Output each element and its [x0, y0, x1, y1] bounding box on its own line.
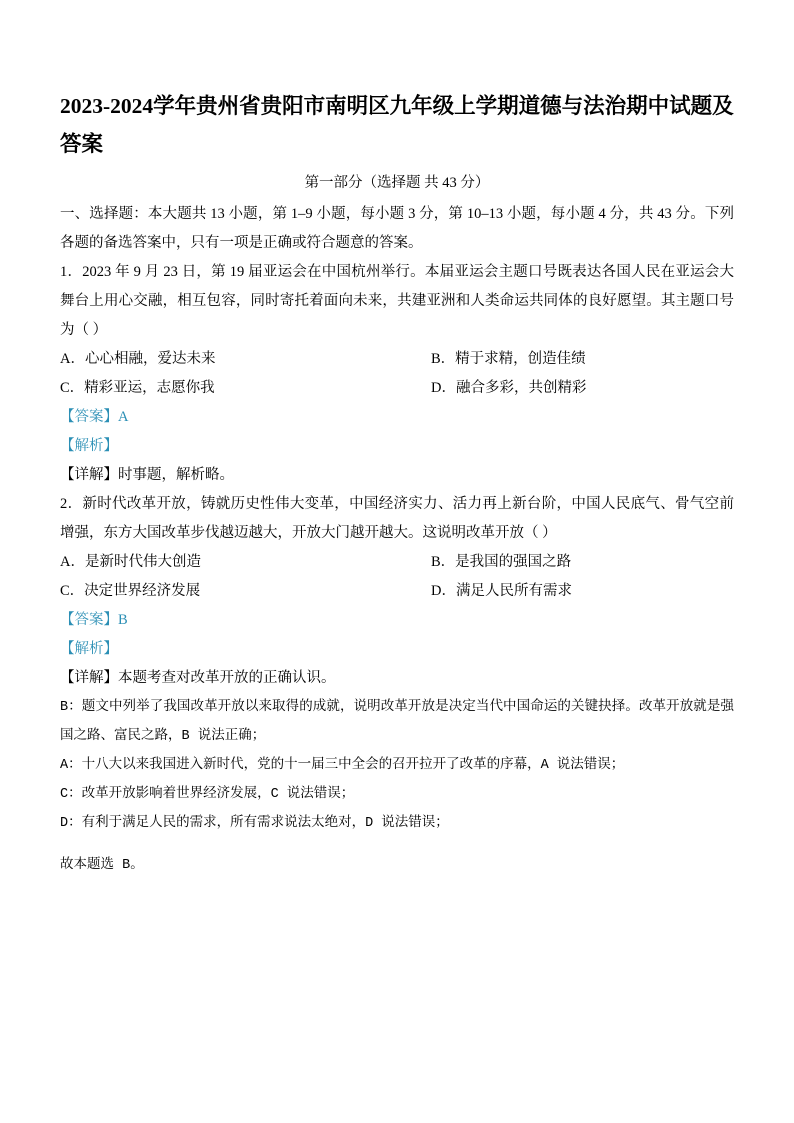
question-1-answer — [60, 403, 734, 432]
option-c[interactable]: C．精彩亚运，志愿你我 — [60, 380, 215, 397]
option-b[interactable]: B．是我国的强国之路 — [431, 554, 572, 571]
instructions: 一、选择题：本大题共 13 小题，第 1–9 小题，每小题 3 分，第 10–13 小题，每小题 4 分，共 43 分。下列各题的备选答案中，只有一项是正确或符合题意的答案。 — [60, 206, 734, 252]
question-1-options-row-2 — [60, 374, 734, 403]
option-d[interactable]: D．满足人民所有需求 — [431, 583, 572, 600]
page-title: 2023-2024学年贵州省贵阳市南明区九年级上学期道德与法治期中试题及答案 — [60, 94, 734, 156]
option-d[interactable]: D．融合多彩，共创精彩 — [431, 380, 587, 397]
question-2-detail-line-4: D：有利于满足人民的需求，所有需求说法太绝对，D 说法错误； — [60, 816, 449, 832]
option-a[interactable]: A．心心相融，爱达未来 — [60, 351, 216, 368]
question-2-detail-line-2: A：十八大以来我国进入新时代，党的十一届三中全会的召开拉开了改革的序幕，A 说法错误； — [60, 758, 625, 774]
option-a[interactable]: A．是新时代伟大创造 — [60, 554, 201, 571]
question-2-options-row-1 — [60, 548, 734, 577]
question-1-options-row-1 — [60, 345, 734, 374]
question-1-detail: 【详解】时事题，解析略。 — [60, 467, 234, 484]
answer-label: 【答案】 — [60, 409, 118, 426]
part-heading: 第一部分（选择题 共 43 分） — [304, 175, 490, 192]
option-b[interactable]: B．精于求精，创造佳绩 — [431, 351, 586, 368]
question-2-analysis-label: 【解析】 — [60, 641, 118, 658]
question-1-analysis-label: 【解析】 — [60, 438, 118, 455]
option-c[interactable]: C．决定世界经济发展 — [60, 583, 201, 600]
question-2-detail-line-1: B：题文中列举了我国改革开放以来取得的成就，说明改革开放是决定当代中国命运的关键抉择。改革开放就是强国之路、富民之路，B 说法正确； — [60, 700, 734, 745]
answer-label: 【答案】 — [60, 612, 118, 629]
question-1-stem: 1．2023 年 9 月 23 日，第 19 届亚运会在中国杭州举行。本届亚运会主题口号既表达各国人民在亚运会大舞台上用心交融，相互包容，同时寄托着面向未来，共建亚洲和人类命运共同体的良好愿望。其主题口号为（ ） — [60, 264, 734, 339]
question-2-answer — [60, 606, 734, 635]
spacer — [60, 838, 734, 852]
question-2-conclusion: 故本题选 B。 — [60, 858, 144, 874]
answer-value: A — [118, 409, 129, 426]
answer-value: B — [118, 612, 128, 629]
question-2-stem: 2．新时代改革开放，铸就历史性伟大变革，中国经济实力、活力再上新台阶，中国人民底气、骨气空前增强，东方大国改革步伐越迈越大，开放大门越开越大。这说明改革开放（ ） — [60, 496, 734, 542]
question-2-detail: 【详解】本题考查对改革开放的正确认识。 — [60, 670, 336, 687]
question-2-detail-line-3: C：改革开放影响着世界经济发展，C 说法错误； — [60, 787, 355, 803]
question-2-options-row-2 — [60, 577, 734, 606]
